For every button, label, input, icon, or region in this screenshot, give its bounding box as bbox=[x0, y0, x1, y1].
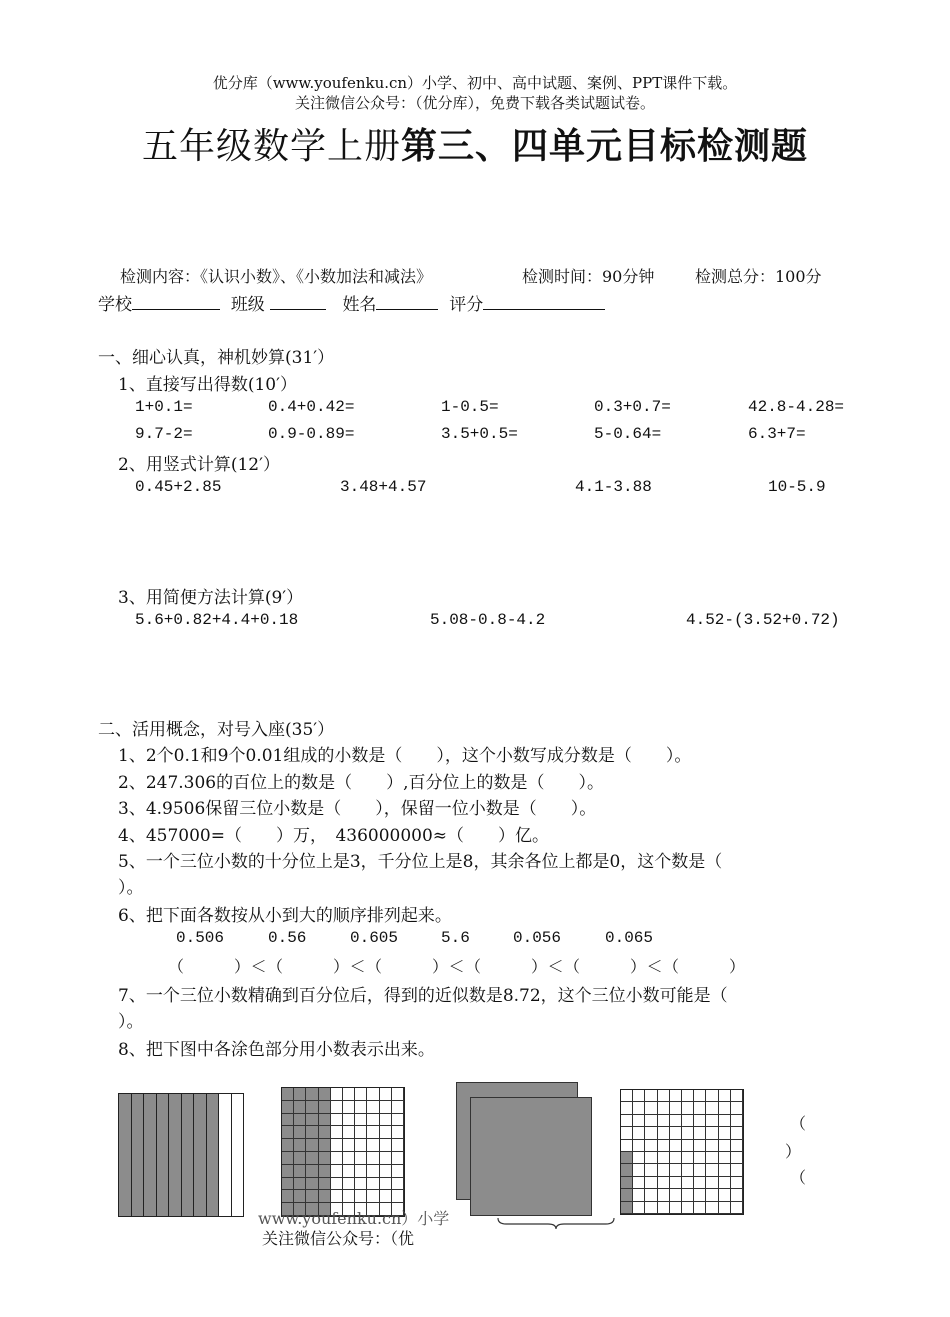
grid-cell bbox=[682, 1152, 694, 1164]
q1-title: 1、直接写出得数(10′） bbox=[118, 375, 297, 395]
grid-cell bbox=[282, 1126, 294, 1139]
grid-cell bbox=[380, 1126, 392, 1139]
grid-cell bbox=[706, 1189, 718, 1201]
grid-cell bbox=[392, 1178, 404, 1191]
grid-cell bbox=[343, 1190, 355, 1203]
tenth-cell bbox=[194, 1094, 207, 1216]
site-header-line2: 关注微信公众号：（优分库），免费下载各类试题试卷。 bbox=[294, 94, 655, 112]
grid-cell bbox=[719, 1102, 731, 1114]
tenth-cell bbox=[119, 1094, 132, 1216]
grid-cell bbox=[658, 1177, 670, 1189]
grid-cell bbox=[392, 1101, 404, 1114]
footer-line2: 关注微信公众号：（优 bbox=[262, 1229, 415, 1248]
grid-cell bbox=[670, 1102, 682, 1114]
grid-cell bbox=[645, 1090, 657, 1102]
grid-cell bbox=[682, 1127, 694, 1139]
grid-cell bbox=[306, 1088, 318, 1101]
grid-cell bbox=[731, 1177, 743, 1189]
grid-cell bbox=[331, 1190, 343, 1203]
grid-cell bbox=[343, 1126, 355, 1139]
grid-cell bbox=[706, 1164, 718, 1176]
grid-cell bbox=[645, 1177, 657, 1189]
calc-item: 1+0.1= bbox=[135, 398, 193, 416]
grid-cell bbox=[367, 1190, 379, 1203]
grid-cell bbox=[706, 1090, 718, 1102]
grid-cell bbox=[731, 1127, 743, 1139]
grid-cell bbox=[294, 1126, 306, 1139]
grid-cell bbox=[306, 1101, 318, 1114]
q2-title: 2、用竖式计算(12′） bbox=[118, 455, 280, 475]
grid-cell bbox=[658, 1189, 670, 1201]
grid-cell bbox=[719, 1202, 731, 1214]
grid-cell bbox=[658, 1115, 670, 1127]
grid-cell bbox=[719, 1164, 731, 1176]
grid-cell bbox=[670, 1127, 682, 1139]
grid-cell bbox=[658, 1102, 670, 1114]
grid-cell bbox=[670, 1189, 682, 1201]
grid-cell bbox=[392, 1152, 404, 1165]
grid-cell bbox=[719, 1152, 731, 1164]
grid-cell bbox=[319, 1139, 331, 1152]
grid-cell bbox=[306, 1152, 318, 1165]
grid-cell bbox=[331, 1152, 343, 1165]
grid-cell bbox=[731, 1140, 743, 1152]
grid-cell bbox=[731, 1189, 743, 1201]
fill-question-3: 3、4.9506保留三位小数是（ ），保留一位小数是（ ）。 bbox=[118, 799, 597, 819]
simplify-item: 4.52-(3.52+0.72) bbox=[686, 611, 840, 629]
grid-cell bbox=[343, 1101, 355, 1114]
grid-cell bbox=[621, 1140, 633, 1152]
grid-cell bbox=[343, 1178, 355, 1191]
grid-cell bbox=[355, 1165, 367, 1178]
student-fields bbox=[98, 290, 605, 315]
grid-cell bbox=[380, 1139, 392, 1152]
order-number: 0.065 bbox=[605, 929, 654, 947]
grid-cell bbox=[392, 1190, 404, 1203]
grid-cell bbox=[694, 1127, 706, 1139]
grid-cell bbox=[706, 1102, 718, 1114]
grid-cell bbox=[633, 1152, 645, 1164]
order-number: 0.506 bbox=[176, 929, 225, 947]
calc-item: 0.3+0.7= bbox=[594, 398, 671, 416]
grid-cell bbox=[633, 1189, 645, 1201]
grid-cell bbox=[380, 1101, 392, 1114]
test-time: 检测时间：90分钟 bbox=[522, 267, 655, 286]
simplify-item: 5.6+0.82+4.4+0.18 bbox=[135, 611, 299, 629]
grid-cell bbox=[731, 1202, 743, 1214]
grid-cell bbox=[719, 1090, 731, 1102]
grid-cell bbox=[645, 1115, 657, 1127]
grid-cell bbox=[355, 1126, 367, 1139]
grid-cell bbox=[621, 1164, 633, 1176]
tenths-strip-figure bbox=[118, 1093, 244, 1217]
grid-cell bbox=[658, 1127, 670, 1139]
grid-cell bbox=[367, 1126, 379, 1139]
grid-cell bbox=[294, 1101, 306, 1114]
grid-cell bbox=[670, 1140, 682, 1152]
grid-cell bbox=[633, 1177, 645, 1189]
grid-cell bbox=[621, 1177, 633, 1189]
grid-cell bbox=[355, 1139, 367, 1152]
grid-cell bbox=[331, 1088, 343, 1101]
grid-cell bbox=[658, 1090, 670, 1102]
grid-cell bbox=[719, 1127, 731, 1139]
grid-cell bbox=[719, 1189, 731, 1201]
grade-field[interactable] bbox=[483, 293, 605, 310]
grid-cell bbox=[694, 1202, 706, 1214]
page-title: 五年级数学上册第三、四单元目标检测题 bbox=[141, 126, 809, 167]
hundredths-grid-figure-2 bbox=[620, 1089, 744, 1215]
grid-cell bbox=[633, 1140, 645, 1152]
grid-cell bbox=[682, 1140, 694, 1152]
grid-cell bbox=[319, 1165, 331, 1178]
grid-cell bbox=[621, 1102, 633, 1114]
grid-cell bbox=[282, 1165, 294, 1178]
class-field[interactable] bbox=[270, 293, 326, 310]
grid-cell bbox=[306, 1178, 318, 1191]
grid-cell bbox=[621, 1152, 633, 1164]
vertical-calc-item: 0.45+2.85 bbox=[135, 478, 222, 496]
fill-question-5: 5、一个三位小数的十分位上是3，千分位上是8，其余各位上都是0，这个数是（ bbox=[118, 852, 723, 872]
grid-cell bbox=[367, 1088, 379, 1101]
grid-cell bbox=[670, 1164, 682, 1176]
hundredths-grid-figure bbox=[281, 1087, 405, 1217]
grid-cell bbox=[633, 1115, 645, 1127]
grid-cell bbox=[645, 1140, 657, 1152]
calc-item: 6.3+7= bbox=[748, 425, 806, 443]
grid-cell bbox=[319, 1178, 331, 1191]
grid-cell bbox=[282, 1190, 294, 1203]
grid-cell bbox=[682, 1102, 694, 1114]
tenth-cell bbox=[169, 1094, 182, 1216]
grid-cell bbox=[392, 1139, 404, 1152]
grid-cell bbox=[294, 1190, 306, 1203]
grid-cell bbox=[392, 1088, 404, 1101]
tenth-cell bbox=[144, 1094, 157, 1216]
grid-cell bbox=[331, 1139, 343, 1152]
grid-cell bbox=[331, 1126, 343, 1139]
grid-cell bbox=[392, 1165, 404, 1178]
name-field[interactable] bbox=[376, 293, 438, 310]
grid-cell bbox=[367, 1178, 379, 1191]
grid-cell bbox=[294, 1152, 306, 1165]
calc-item: 9.7-2= bbox=[135, 425, 193, 443]
grid-cell bbox=[367, 1101, 379, 1114]
grid-cell bbox=[658, 1202, 670, 1214]
grid-cell bbox=[319, 1114, 331, 1127]
site-header-line1: 优分库（www.youfenku.cn）小学、初中、高中试题、案例、PPT课件下载。 bbox=[212, 74, 738, 92]
answer-paren: （ bbox=[790, 1168, 807, 1187]
grid-cell bbox=[367, 1114, 379, 1127]
grid-cell bbox=[621, 1202, 633, 1214]
grid-cell bbox=[719, 1177, 731, 1189]
grid-cell bbox=[731, 1152, 743, 1164]
grid-cell bbox=[731, 1164, 743, 1176]
grid-cell bbox=[306, 1114, 318, 1127]
calc-item: 1-0.5= bbox=[441, 398, 499, 416]
grid-cell bbox=[282, 1152, 294, 1165]
grid-cell bbox=[331, 1178, 343, 1191]
grid-cell bbox=[645, 1152, 657, 1164]
grid-cell bbox=[633, 1102, 645, 1114]
grid-cell bbox=[682, 1115, 694, 1127]
grid-cell bbox=[645, 1127, 657, 1139]
fill-question-7-end: ）。 bbox=[118, 1012, 144, 1032]
grid-cell bbox=[343, 1088, 355, 1101]
school-label: 学校 bbox=[98, 295, 132, 315]
grid-cell bbox=[731, 1102, 743, 1114]
grid-cell bbox=[706, 1115, 718, 1127]
grid-cell bbox=[355, 1101, 367, 1114]
grid-cell bbox=[645, 1189, 657, 1201]
tenth-cell bbox=[219, 1094, 232, 1216]
simplify-item: 5.08-0.8-4.2 bbox=[430, 611, 546, 629]
grid-cell bbox=[355, 1178, 367, 1191]
grid-cell bbox=[706, 1177, 718, 1189]
calc-item: 0.9-0.89= bbox=[268, 425, 355, 443]
grid-cell bbox=[367, 1152, 379, 1165]
grid-cell bbox=[694, 1140, 706, 1152]
grid-cell bbox=[621, 1127, 633, 1139]
fill-question-5-end: ）。 bbox=[118, 878, 144, 898]
grid-cell bbox=[331, 1165, 343, 1178]
order-number: 0.605 bbox=[350, 929, 399, 947]
grid-cell bbox=[682, 1090, 694, 1102]
answer-paren: （ bbox=[790, 1114, 807, 1133]
grid-cell bbox=[343, 1152, 355, 1165]
grid-cell bbox=[694, 1177, 706, 1189]
grid-cell bbox=[294, 1088, 306, 1101]
order-number: 5.6 bbox=[441, 929, 470, 947]
grid-cell bbox=[306, 1139, 318, 1152]
grid-cell bbox=[682, 1189, 694, 1201]
calc-item: 5-0.64= bbox=[594, 425, 662, 443]
grid-cell bbox=[319, 1088, 331, 1101]
whole-square-front bbox=[470, 1097, 592, 1216]
grid-cell bbox=[682, 1177, 694, 1189]
fill-question-6: 6、把下面各数按从小到大的顺序排列起来。 bbox=[118, 906, 452, 926]
grid-cell bbox=[670, 1090, 682, 1102]
tenth-cell bbox=[157, 1094, 170, 1216]
grid-cell bbox=[670, 1115, 682, 1127]
tenth-cell bbox=[132, 1094, 145, 1216]
grid-cell bbox=[694, 1189, 706, 1201]
grid-cell bbox=[355, 1190, 367, 1203]
grid-cell bbox=[319, 1152, 331, 1165]
test-content: 检测内容：《认识小数》、《小数加法和减法》 bbox=[120, 267, 433, 286]
grid-cell bbox=[306, 1165, 318, 1178]
grid-cell bbox=[694, 1115, 706, 1127]
grid-cell bbox=[694, 1152, 706, 1164]
grid-cell bbox=[380, 1088, 392, 1101]
grid-cell bbox=[294, 1178, 306, 1191]
grid-cell bbox=[645, 1102, 657, 1114]
grid-cell bbox=[367, 1165, 379, 1178]
fill-question-2: 2、247.306的百位上的数是（ ）,百分位上的数是（ ）。 bbox=[118, 773, 605, 793]
grid-cell bbox=[658, 1152, 670, 1164]
grid-cell bbox=[645, 1202, 657, 1214]
fill-question-4: 4、457000=（ ）万， 436000000≈（ ）亿。 bbox=[118, 826, 550, 846]
grid-cell bbox=[306, 1190, 318, 1203]
tenth-cell bbox=[207, 1094, 220, 1216]
calc-item: 3.5+0.5= bbox=[441, 425, 518, 443]
class-label: 班级 bbox=[230, 295, 265, 315]
grid-cell bbox=[392, 1114, 404, 1127]
grid-cell bbox=[719, 1115, 731, 1127]
grid-cell bbox=[282, 1178, 294, 1191]
grid-cell bbox=[682, 1164, 694, 1176]
grid-cell bbox=[670, 1177, 682, 1189]
grid-cell bbox=[294, 1114, 306, 1127]
grid-cell bbox=[731, 1115, 743, 1127]
grid-cell bbox=[633, 1202, 645, 1214]
grid-cell bbox=[645, 1164, 657, 1176]
calc-item: 42.8-4.28= bbox=[748, 398, 845, 416]
grid-cell bbox=[331, 1101, 343, 1114]
grid-cell bbox=[294, 1139, 306, 1152]
grid-cell bbox=[380, 1190, 392, 1203]
tenth-cell bbox=[182, 1094, 195, 1216]
fill-question-7: 7、一个三位小数精确到百分位后，得到的近似数是8.72，这个三位小数可能是（ bbox=[118, 986, 728, 1006]
grid-cell bbox=[621, 1189, 633, 1201]
grid-cell bbox=[731, 1090, 743, 1102]
grade-label: 评分 bbox=[449, 295, 484, 315]
grid-cell bbox=[706, 1202, 718, 1214]
grid-cell bbox=[670, 1202, 682, 1214]
answer-paren: ） bbox=[785, 1142, 802, 1161]
grid-cell bbox=[694, 1090, 706, 1102]
grid-cell bbox=[355, 1152, 367, 1165]
grid-cell bbox=[282, 1088, 294, 1101]
grid-cell bbox=[633, 1127, 645, 1139]
grid-cell bbox=[633, 1164, 645, 1176]
grid-cell bbox=[294, 1165, 306, 1178]
grid-cell bbox=[658, 1164, 670, 1176]
vertical-calc-item: 4.1-3.88 bbox=[575, 478, 652, 496]
grid-cell bbox=[694, 1164, 706, 1176]
grid-cell bbox=[319, 1101, 331, 1114]
grid-cell bbox=[355, 1088, 367, 1101]
grid-cell bbox=[670, 1152, 682, 1164]
grid-cell bbox=[380, 1152, 392, 1165]
section2-title: 二、活用概念，对号入座(35′） bbox=[98, 720, 335, 740]
grid-cell bbox=[706, 1152, 718, 1164]
grid-cell bbox=[380, 1165, 392, 1178]
grid-cell bbox=[331, 1114, 343, 1127]
grid-cell bbox=[719, 1140, 731, 1152]
vertical-calc-item: 10-5.9 bbox=[768, 478, 826, 496]
grid-cell bbox=[343, 1139, 355, 1152]
grid-cell bbox=[319, 1126, 331, 1139]
brace-icon bbox=[496, 1216, 616, 1230]
grid-cell bbox=[380, 1178, 392, 1191]
grid-cell bbox=[633, 1090, 645, 1102]
grid-cell bbox=[306, 1126, 318, 1139]
grid-cell bbox=[282, 1139, 294, 1152]
grid-cell bbox=[343, 1165, 355, 1178]
grid-cell bbox=[355, 1114, 367, 1127]
grid-cell bbox=[706, 1140, 718, 1152]
order-blanks: （ ）＜（ ）＜（ ）＜（ ）＜（ ）＜（ ） bbox=[168, 957, 746, 976]
section1-title: 一、细心认真，神机妙算(31′） bbox=[98, 348, 335, 368]
grid-cell bbox=[658, 1140, 670, 1152]
fill-question-8: 8、把下图中各涂色部分用小数表示出来。 bbox=[118, 1040, 435, 1060]
grid-cell bbox=[367, 1139, 379, 1152]
grid-cell bbox=[392, 1126, 404, 1139]
grid-cell bbox=[380, 1114, 392, 1127]
grid-cell bbox=[682, 1202, 694, 1214]
grid-cell bbox=[621, 1115, 633, 1127]
fill-question-1: 1、2个0.1和9个0.01组成的小数是（ ），这个小数写成分数是（ ）。 bbox=[118, 746, 692, 766]
grid-cell bbox=[319, 1190, 331, 1203]
grid-cell bbox=[343, 1114, 355, 1127]
q3-title: 3、用简便方法计算(9′） bbox=[118, 588, 304, 608]
tenth-cell bbox=[232, 1094, 244, 1216]
grid-cell bbox=[282, 1114, 294, 1127]
order-number: 0.056 bbox=[513, 929, 562, 947]
grid-cell bbox=[706, 1127, 718, 1139]
order-number: 0.56 bbox=[268, 929, 307, 947]
test-score: 检测总分：100分 bbox=[695, 267, 822, 286]
school-field[interactable] bbox=[132, 293, 220, 310]
grid-cell bbox=[694, 1102, 706, 1114]
grid-cell bbox=[282, 1101, 294, 1114]
name-label: 姓名 bbox=[342, 295, 377, 315]
vertical-calc-item: 3.48+4.57 bbox=[340, 478, 427, 496]
grid-cell bbox=[621, 1090, 633, 1102]
calc-item: 0.4+0.42= bbox=[268, 398, 355, 416]
footer-line1: www.youfenku.cn）小学 bbox=[258, 1209, 450, 1228]
